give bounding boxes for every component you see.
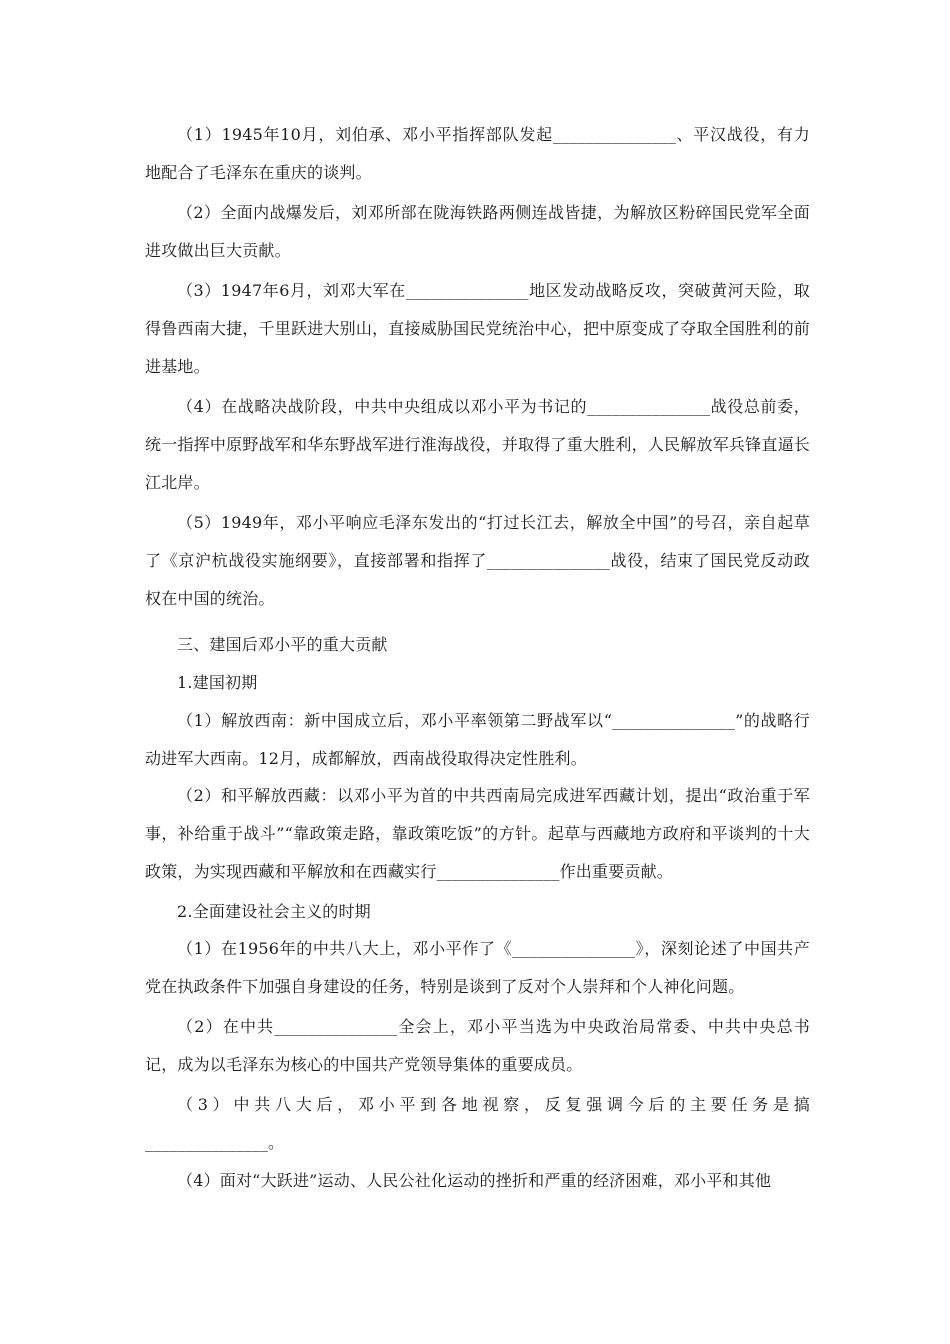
paragraph-10: （3）中共八大后，邓小平到各地视察，反复强调今后的主要任务是搞_______________。: [145, 1095, 810, 1152]
paragraph-4: （4）在战略决战阶段，中共中央组成以邓小平为书记的_______________战役总前委，统一指挥中原野战军和华东野战军进行淮海战役，并取得了重大胜利，人民解放军兵锋直逼长江北岸。: [145, 397, 810, 492]
paragraph-3: （3）1947年6月，刘邓大军在_______________地区发动战略反攻，突破黄河天险，取得鲁西南大捷，千里跃进大别山，直接威胁国民党统治中心，把中原变成了夺取全国胜利的前进基地。: [145, 281, 810, 376]
subsection-heading: 1.建国初期: [177, 673, 258, 692]
paragraph-11: （4）面对“大跃进”运动、人民公社化运动的挫折和严重的经济困难，邓小平和其他: [177, 1171, 772, 1190]
paragraph-9: （2）在中共_______________全会上，邓小平当选为中央政治局常委、中共中央总书记，成为以毛泽东为核心的中国共产党领导集体的重要成员。: [145, 1017, 810, 1074]
section-heading: 三、建国后邓小平的重大贡献: [177, 635, 388, 654]
paragraph-8: （1）在1956年的中共八大上，邓小平作了《_______________》，深刻论述了中国共产党在执政条件下加强自身建设的任务，特别是谈到了反对个人崇拜和个人神化问题。: [145, 939, 810, 996]
paragraph-6: （1）解放西南：新中国成立后，邓小平率领第二野战军以“_______________”的战略行动进军大西南。12月，成都解放，西南战役取得决定性胜利。: [145, 711, 810, 768]
paragraph-1: （1）1945年10月，刘伯承、邓小平指挥部队发起_______________、平汉战役，有力地配合了毛泽东在重庆的谈判。: [145, 125, 810, 182]
paragraph-7: （2）和平解放西藏：以邓小平为首的中共西南局完成进军西藏计划，提出“政治重于军事，补给重于战斗”“靠政策走路，靠政策吃饭”的方针。起草与西藏地方政府和平谈判的十大政策，为实现西藏和平解放和在西藏实行_______________作出重要贡献。: [145, 786, 810, 881]
subsection-heading: 2.全面建设社会主义的时期: [177, 902, 371, 921]
paragraph-5: （5）1949年，邓小平响应毛泽东发出的“打过长江去，解放全中国”的号召，亲自起草了《京沪杭战役实施纲要》，直接部署和指挥了_______________战役，结束了国民党反动政权在中国的统治。: [145, 513, 810, 608]
paragraph-2: （2）全面内战爆发后，刘邓所部在陇海铁路两侧连战皆捷，为解放区粉碎国民党军全面进攻做出巨大贡献。: [145, 203, 810, 260]
